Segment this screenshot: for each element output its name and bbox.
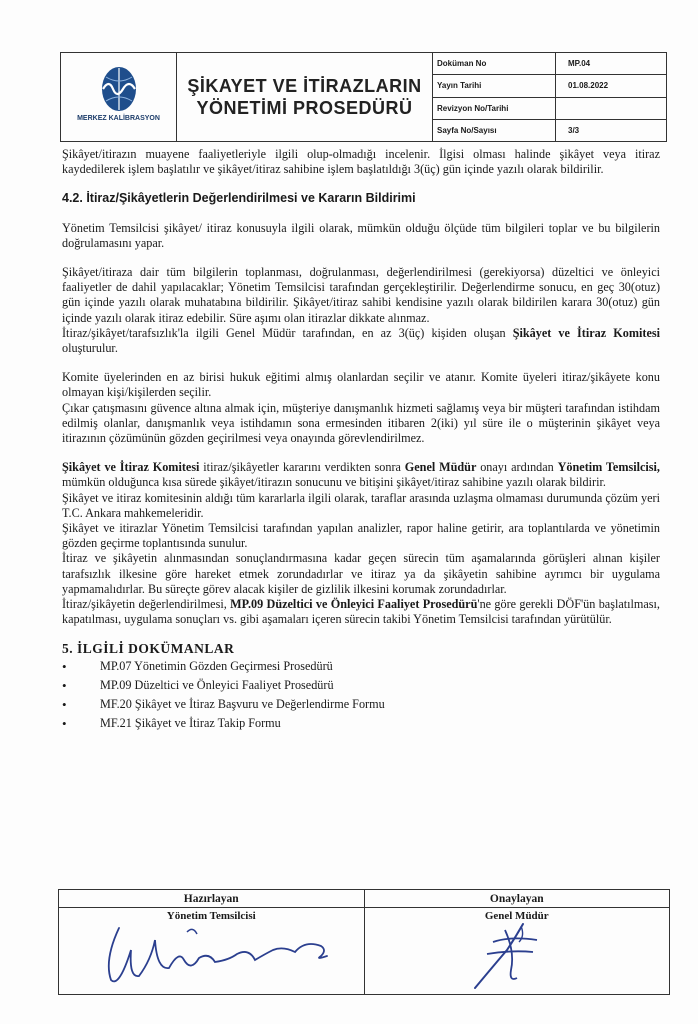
section-heading-4-2: 4.2. İtiraz/Şikâyetlerin Değerlendirilmesi ve Kararın Bildirimi — [62, 191, 416, 206]
signature-table — [58, 889, 670, 995]
paragraph: İtiraz ve şikâyetin alınmasından sonuçlandırmasına kadar geçen sürecin tüm aşamalarında görüşleri alınan kişiler tarafsızlık ilkesine göre hareket etmek zorundadırlar ve itiraz ya da şikâyetin sahibine ayrımcı bir uygulama yapmamalıdırlar. Bu süreçte görev alacak kişiler de gizlilik ilkesini korumak zorundadırlar. — [62, 551, 660, 596]
title-cell — [177, 53, 433, 141]
related-documents-list — [62, 657, 660, 733]
approved-label: Onaylayan — [489, 893, 544, 905]
bold-text: Şikâyet ve İtiraz Komitesi — [512, 325, 660, 340]
paragraph — [62, 597, 660, 627]
info-value: MP.04 — [568, 59, 591, 69]
document-title-line2: YÖNETİMİ PROSEDÜRÜ — [196, 98, 413, 118]
company-logo-icon — [99, 65, 139, 113]
logo-cell — [61, 53, 177, 141]
bold-text: Genel Müdür — [404, 460, 477, 475]
info-value: 01.08.2022 — [568, 81, 609, 91]
approved-by-cell — [365, 890, 670, 994]
info-label: Yayın Tarihi — [433, 75, 556, 96]
signature-left-icon — [59, 890, 359, 994]
info-value: 3/3 — [568, 125, 580, 135]
text: İtiraz/şikâyet/tarafsızlık'la ilgili Genel Müdür tarafından, en az 3(üç) kişiden oluşan — [62, 325, 513, 340]
list-item: • MP.07 Yönetimin Gözden Geçirmesi Prosedürü — [62, 657, 660, 676]
company-name: MERKEZ KALİBRASYON — [77, 115, 160, 122]
paragraph: Şikâyet/itiraza dair tüm bilgilerin toplanması, doğrulanması, değerlendirilmesi (gerekiyorsa) düzeltici ve önleyici faaliyetler de dahil yapılacaklar; Yönetim Temsilcisi tarafından gerçekleştirilir. Değerlendirme sonucu, en geç 30(otuz) gün içinde yazılı olarak muhatabına bildirilir. Şikâyet/itiraz sahibi kendisine yazılı olarak bildirilen karara 30(otuz) gün içinde yazılı olarak itiraz edebilir. Süre aşımı olan itirazlar dikkate alınmaz. — [62, 265, 660, 325]
document-body — [62, 147, 660, 733]
paragraph — [62, 460, 660, 490]
bold-text: Yönetim Temsilcisi, — [557, 460, 660, 475]
info-label: Doküman No — [433, 53, 556, 74]
paragraph: Çıkar çatışmasını güvence altına almak için, müşteriye danışmanlık hizmeti sağlamış veya bir müşteri tarafından istihdam edilmiş olanlar, danışmanlık veya istihdamın sona ermesinden itibaren 2(iki) yıl süre ile o müşterinin şikâyet veya itirazının çözümünün gözden geçirilmesi veya onayında görevlendirilmez. — [62, 400, 660, 446]
paragraph: Şikâyet ve itiraz komitesinin aldığı tüm kararlarla ilgili olarak, taraflar arasında uzlaşma olmaması durumunda çözüm yeri T.C. Ankara mahkemeleridir. — [62, 490, 660, 520]
section-heading-5: 5. İLGİLİ DOKÜMANLAR — [62, 641, 235, 657]
bold-text: Şikâyet ve İtiraz Komitesi — [62, 460, 200, 475]
signature-right-icon — [365, 890, 665, 994]
approved-name: Genel Müdür — [484, 910, 549, 922]
info-label: Sayfa No/Sayısı — [433, 120, 556, 141]
text: onayı ardından — [476, 460, 558, 475]
document-header — [60, 52, 667, 142]
info-row — [433, 75, 666, 97]
paragraph: Komite üyelerinden en az birisi hukuk eğitimi almış olanlardan seçilir ve atanır. Komite üyeleri itiraz/şikâyete konu olmayan kişi/kişilerden seçilir. — [62, 370, 660, 400]
list-item: • MF.21 Şikâyet ve İtiraz Takip Formu — [62, 714, 660, 733]
text: İtiraz/şikâyetin değerlendirilmesi, — [62, 597, 231, 612]
document-info — [433, 53, 666, 141]
list-item: • MF.20 Şikâyet ve İtiraz Başvuru ve Değerlendirme Formu — [62, 695, 660, 714]
info-row — [433, 120, 666, 141]
info-value — [556, 98, 666, 119]
text: oluşturulur. — [62, 341, 118, 356]
info-label: Revizyon No/Tarihi — [433, 98, 556, 119]
prepared-name: Yönetim Temsilcisi — [166, 910, 256, 922]
paragraph: Yönetim Temsilcisi şikâyet/ itiraz konusuyla ilgili olarak, mümkün olduğu ölçüde tüm bilgileri toplar ve bu bilgilerin doğrulamasını yapar. — [62, 220, 660, 250]
list-item: • MP.09 Düzeltici ve Önleyici Faaliyet Prosedürü — [62, 676, 660, 695]
text: 'ne göre gerekli DÖF'ün başlatılması, kapatılması, uygulama sonuçları vs. gibi aşamaları içeren sürecin takibi Yönetim Temsilcisi tarafından yürütülür. — [62, 597, 660, 627]
paragraph: Şikâyet ve itirazlar Yönetim Temsilcisi tarafından yapılan analizler, rapor haline getirir, ara toplantılarda ve yönetimin gözden geçirme toplantısında sunulur. — [62, 521, 660, 551]
info-row — [433, 98, 666, 120]
paragraph: Şikâyet/itirazın muayene faaliyetleriyle ilgili olup-olmadığı incelenir. İlgisi olması halinde şikâyet veya itiraz kaydedilerek işlem başlatılır ve şikâyet/itiraz sahibine işlem başlatıldığı 3(üç) gün içinde yazılı olarak bildirilir. — [62, 147, 660, 177]
bold-text: MP.09 Düzeltici ve Önleyici Faaliyet Prosedürü — [230, 597, 478, 612]
text: itiraz/şikâyetler kararını verdikten sonra — [199, 460, 405, 475]
prepared-label: Hazırlayan — [183, 893, 239, 905]
document-title-line1: ŞİKAYET VE İTİRAZLARIN — [187, 76, 422, 96]
prepared-by-cell — [59, 890, 365, 994]
text: mümkün olduğunca kısa sürede şikâyet/itirazın sonucunu ve bitişini şikâyet/itiraz sahibine yazılı olarak bildirir. — [62, 475, 606, 490]
paragraph — [62, 326, 660, 356]
info-row — [433, 53, 666, 75]
